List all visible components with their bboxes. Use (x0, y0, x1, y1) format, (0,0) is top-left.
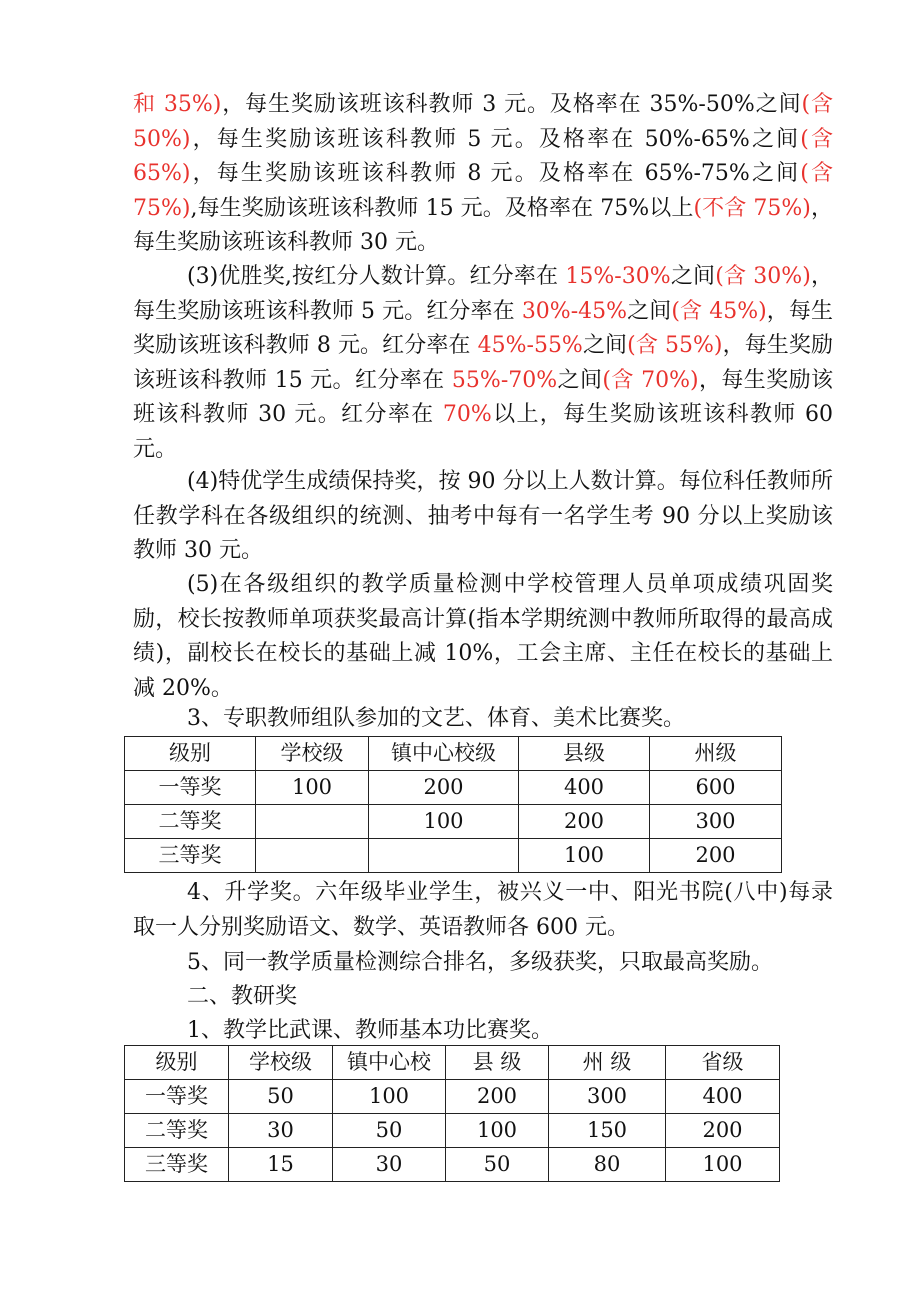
highlight-text: 和 35%) (133, 92, 222, 117)
body-text: ，每生奖励该班该科教师 5 元。红分率在 (133, 264, 833, 324)
body-text: ，每生奖励该班该科教师 30 元。红分率在 (133, 367, 833, 427)
paragraph-admin-award (133, 568, 833, 706)
table-cell: 200 (446, 1080, 549, 1114)
table-cell: 30 (229, 1114, 333, 1148)
table-header-cell: 县 级 (446, 1046, 549, 1080)
table-cell: 200 (666, 1114, 780, 1148)
table-cell: 300 (549, 1080, 666, 1114)
table-cell: 200 (519, 805, 650, 839)
body-text: ，每生奖励该班该科教师 8 元。及格率在 65%-75%之间 (190, 161, 801, 186)
table-cell: 100 (446, 1114, 549, 1148)
table-row (125, 1114, 780, 1148)
table-cell: 一等奖 (125, 1080, 229, 1114)
table-row (125, 805, 782, 839)
top-student-award-text: (4)特优学生成绩保持奖，按 90 分以上人数计算。每位科任教师所任教学科在各级组织的统测、抽考中每有一名学生考 90 分以上奖励该教师 30 元。 (133, 469, 833, 563)
heading-teaching-contest-award: 1、教学比武课、教师基本功比赛奖。 (187, 1018, 553, 1043)
paragraph-pass-rate-award (133, 88, 840, 261)
table-header-cell: 学校级 (256, 737, 369, 771)
table-cell: 15 (229, 1148, 333, 1182)
table-header-cell: 镇中心校级 (369, 737, 519, 771)
table-header-cell: 省级 (666, 1046, 780, 1080)
heading-competition-award: 3、专职教师组队参加的文艺、体育、美术比赛奖。 (187, 706, 685, 731)
body-text: ，每生奖励该班该科教师 3 元。及格率在 35%-50%之间 (221, 92, 802, 117)
heading-multi-level-rule: 5、同一教学质量检测综合排名，多级获奖，只取最高奖励。 (187, 950, 773, 975)
highlight-text: (含 70%) (602, 367, 699, 393)
table-cell: 二等奖 (125, 1114, 229, 1148)
highlight-text: 70% (442, 402, 492, 427)
table-cell (256, 839, 369, 873)
body-text: ，每生奖励该班该科教师 8 元。红分率在 (133, 298, 833, 358)
body-text: (3)优胜奖,按红分人数计算。红分率在 (187, 264, 566, 289)
body-text: 以上，每生奖励该班该科教师 60 元。 (133, 402, 840, 462)
teaching-contest-award-table (124, 1045, 780, 1182)
table-cell (256, 805, 369, 839)
table-cell: 二等奖 (125, 805, 256, 839)
admin-award-text: (5)在各级组织的教学质量检测中学校管理人员单项成绩巩固奖励，校长按教师单项获奖最高计算(指本学期统测中教师所取得的最高成绩)，副校长在校长的基础上减 10%，工会主席、主任在校长的基础上减 20%。 (133, 572, 833, 701)
table-header-row (125, 737, 782, 771)
table-row (125, 1148, 780, 1182)
table-header-cell: 级别 (125, 737, 256, 771)
competition-award-table (124, 736, 782, 873)
table-cell: 三等奖 (125, 1148, 229, 1182)
highlight-text: (含 30%) (715, 264, 811, 289)
table-cell: 50 (333, 1114, 446, 1148)
table-cell: 50 (229, 1080, 333, 1114)
table-header-cell: 州 级 (549, 1046, 666, 1080)
body-text: ，每生奖励该班该科教师 15 元。红分率在 (133, 333, 833, 393)
table-header-cell: 级别 (125, 1046, 229, 1080)
table-cell: 100 (666, 1148, 780, 1182)
table-cell: 30 (333, 1148, 446, 1182)
body-text: 之间 (627, 298, 672, 324)
paragraph-excellence-award (133, 260, 840, 467)
table-cell: 100 (256, 771, 369, 805)
body-text: ，每生奖励该班该科教师 5 元。及格率在 50%-65%之间 (190, 126, 801, 152)
table-header-row (125, 1046, 780, 1080)
body-text: 之间 (670, 264, 716, 289)
admission-award-text: 4、升学奖。六年级毕业学生，被兴义一中、阳光书院(八中)每录取一人分别奖励语文、数学、英语教师各 600 元。 (133, 880, 833, 940)
highlight-text: 15%-30% (565, 264, 671, 289)
table-cell: 一等奖 (125, 771, 256, 805)
paragraph-admission-award (133, 876, 833, 945)
highlight-text: (含 65%) (133, 126, 840, 186)
body-text: ,每生奖励该班该科教师 15 元。及格率在 75%以上 (190, 195, 694, 221)
highlight-text: 55%-70% (451, 367, 558, 393)
highlight-text: (含 75%) (133, 161, 840, 221)
highlight-text: (含 45%) (671, 298, 767, 324)
body-text: 之间 (582, 333, 628, 358)
table-cell (369, 839, 519, 873)
table-cell: 200 (369, 771, 519, 805)
table-cell: 300 (650, 805, 782, 839)
table-cell: 150 (549, 1114, 666, 1148)
table-row (125, 1080, 780, 1114)
table-cell: 100 (369, 805, 519, 839)
highlight-text: 30%-45% (521, 298, 628, 324)
paragraph-top-student-award (133, 465, 833, 569)
table-header-cell: 镇中心校 (333, 1046, 446, 1080)
table-cell: 400 (519, 771, 650, 805)
heading-teaching-research-award: 二、教研奖 (187, 984, 298, 1009)
table-cell: 50 (446, 1148, 549, 1182)
body-text: ，每生奖励该班该科教师 30 元。 (133, 195, 833, 255)
body-text: 之间 (557, 367, 603, 393)
table-cell: 三等奖 (125, 839, 256, 873)
table-header-cell: 州级 (650, 737, 782, 771)
table-cell: 80 (549, 1148, 666, 1182)
table-row (125, 771, 782, 805)
table-cell: 600 (650, 771, 782, 805)
table-cell: 100 (519, 839, 650, 873)
table-cell: 100 (333, 1080, 446, 1114)
highlight-text: (不含 75%) (693, 195, 811, 221)
highlight-text: (含 55%) (627, 333, 723, 358)
table-cell: 200 (650, 839, 782, 873)
table-row (125, 839, 782, 873)
highlight-text: 45%-55% (477, 333, 583, 358)
highlight-text: (含 50%) (133, 92, 840, 152)
table-cell: 400 (666, 1080, 780, 1114)
table-header-cell: 学校级 (229, 1046, 333, 1080)
table-header-cell: 县级 (519, 737, 650, 771)
